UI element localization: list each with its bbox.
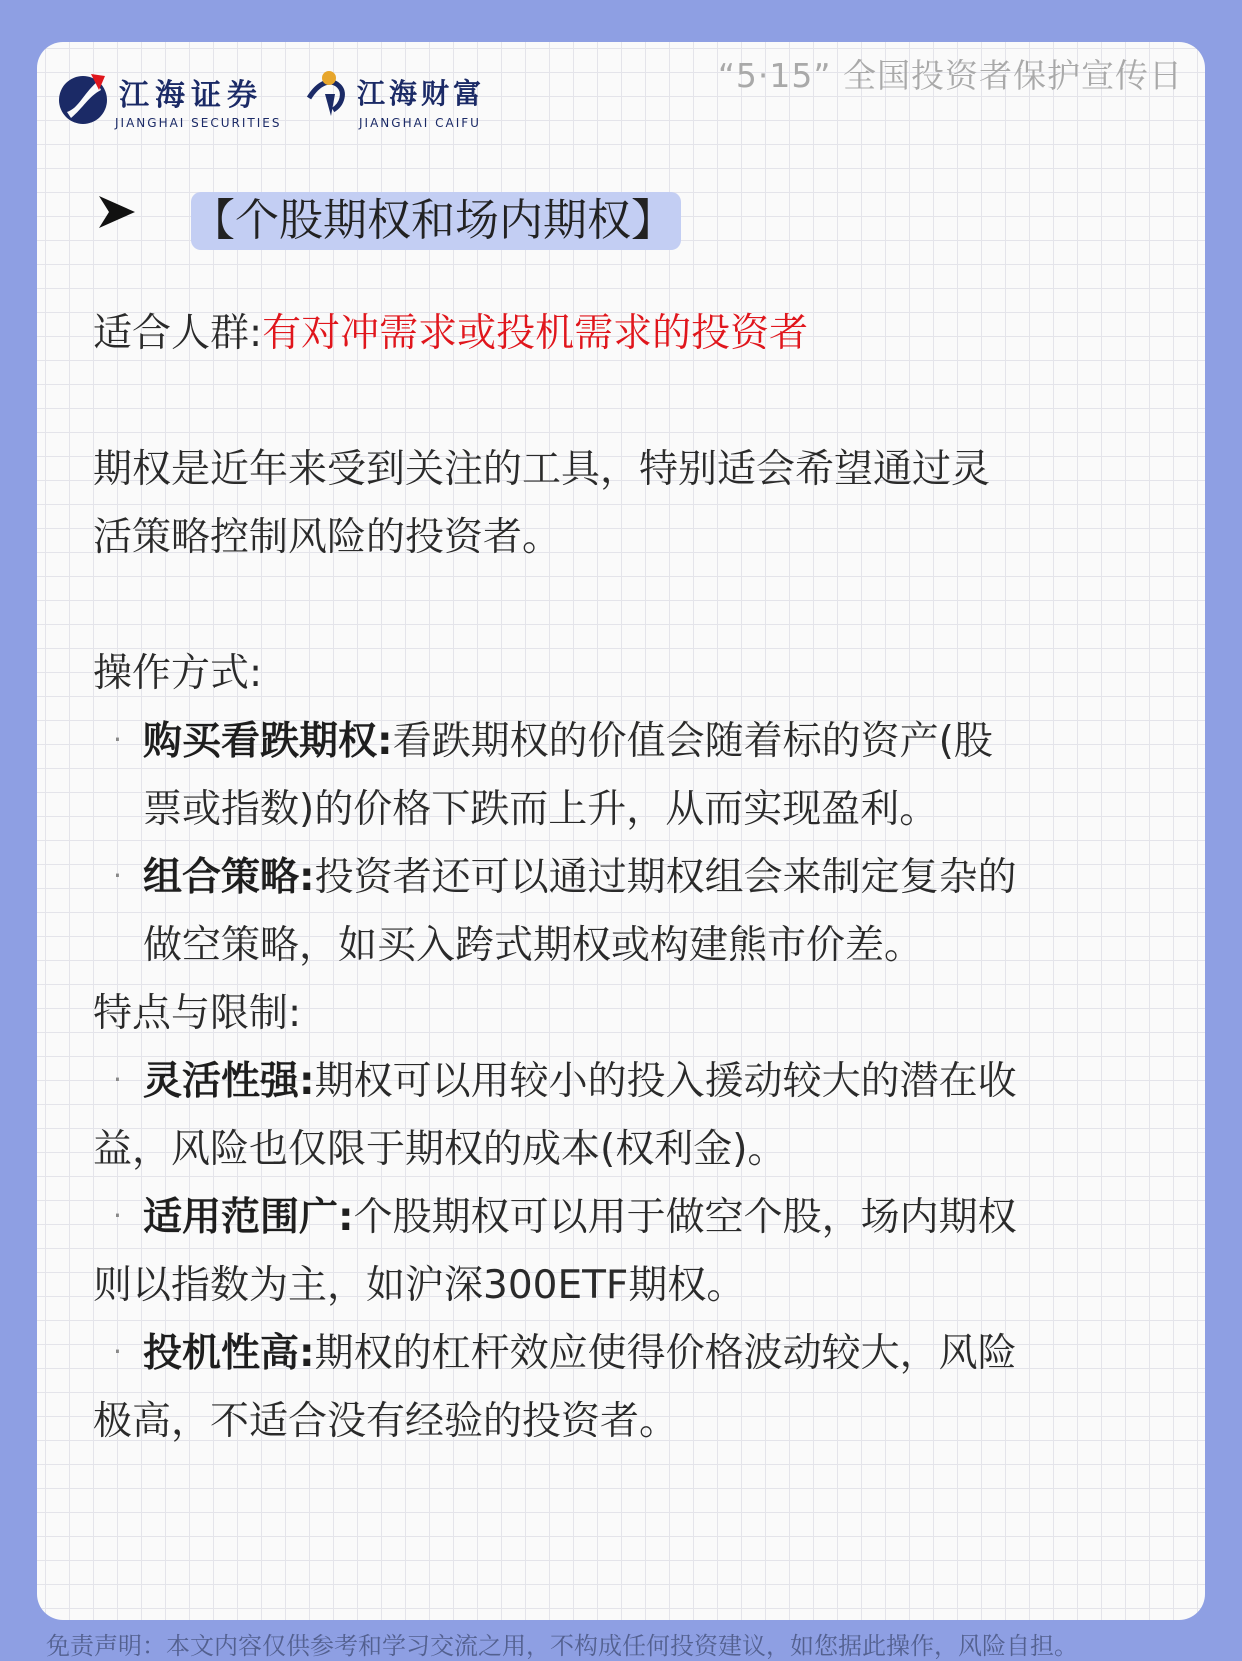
arrow-right-icon — [97, 194, 137, 230]
list-item — [143, 844, 1017, 912]
brand-logos — [53, 60, 573, 150]
section-title: 【个股期权和场内期权】 — [191, 192, 681, 250]
bullet-dot: · — [113, 1335, 122, 1368]
intro-line-1: 期权是近年来受到关注的工具，特别适会希望通过灵 — [93, 447, 991, 492]
item-text-continued: 则以指数为主，如沪深300ETF期权。 — [93, 1263, 746, 1308]
item-title: 购买看跌期权: — [143, 719, 393, 764]
logo1-english-name: JIANGHAI SECURITIES — [115, 116, 282, 130]
bullet-dot: · — [113, 1199, 122, 1232]
bullet-dot: · — [113, 859, 122, 892]
audience-value: 有对冲需求或投机需求的投资者 — [262, 311, 809, 356]
item-text-continued: 极高，不适合没有经验的投资者。 — [93, 1399, 679, 1444]
list-item — [143, 1320, 1017, 1388]
item-title: 投机性高: — [143, 1331, 315, 1376]
bullet-dot: · — [113, 1063, 122, 1096]
operation-heading: 操作方式: — [93, 651, 263, 696]
audience-label: 适合人群: — [93, 311, 263, 356]
item-text-continued: 做空策略，如买入跨式期权或构建熊市价差。 — [143, 923, 924, 968]
intro-line-2: 活策略控制风险的投资者。 — [93, 515, 562, 560]
disclaimer-text: 免责声明：本文内容仅供参考和学习交流之用，不构成任何投资建议，如您据此操作，风险自担。 — [46, 1632, 1078, 1660]
item-title: 适用范围广: — [143, 1195, 354, 1240]
item-text-continued: 票或指数)的价格下跌而上升，从而实现盈利。 — [143, 787, 939, 832]
content-card — [37, 42, 1205, 1620]
item-text: 看跌期权的价值会随着标的资产(股 — [392, 719, 993, 764]
list-item — [143, 1048, 1017, 1116]
item-text: 个股期权可以用于做空个股，场内期权 — [353, 1195, 1017, 1240]
jianghai-caifu-logo-icon — [305, 64, 355, 124]
investor-protection-day-slogan: “5·15” 全国投资者保护宣传日 — [717, 56, 1183, 95]
item-text: 投资者还可以通过期权组会来制定复杂的 — [314, 855, 1017, 900]
logo1-chinese-name: 江海证券 — [119, 78, 263, 113]
item-text: 期权可以用较小的投入援动较大的潜在收 — [314, 1059, 1017, 1104]
item-text: 期权的杠杆效应使得价格波动较大，风险 — [314, 1331, 1017, 1376]
bullet-dot: · — [113, 723, 122, 756]
item-title: 组合策略: — [143, 855, 315, 900]
item-title: 灵活性强: — [143, 1059, 315, 1104]
list-item — [143, 1184, 1017, 1252]
logo2-chinese-name: 江海财富 — [357, 77, 486, 110]
logo2-english-name: JIANGHAI CAIFU — [359, 116, 481, 130]
jianghai-securities-logo-icon — [53, 68, 113, 128]
list-item — [143, 708, 993, 776]
features-heading: 特点与限制: — [93, 991, 302, 1036]
audience-line — [93, 300, 808, 368]
item-text-continued: 益，风险也仅限于期权的成本(权利金)。 — [93, 1127, 787, 1172]
